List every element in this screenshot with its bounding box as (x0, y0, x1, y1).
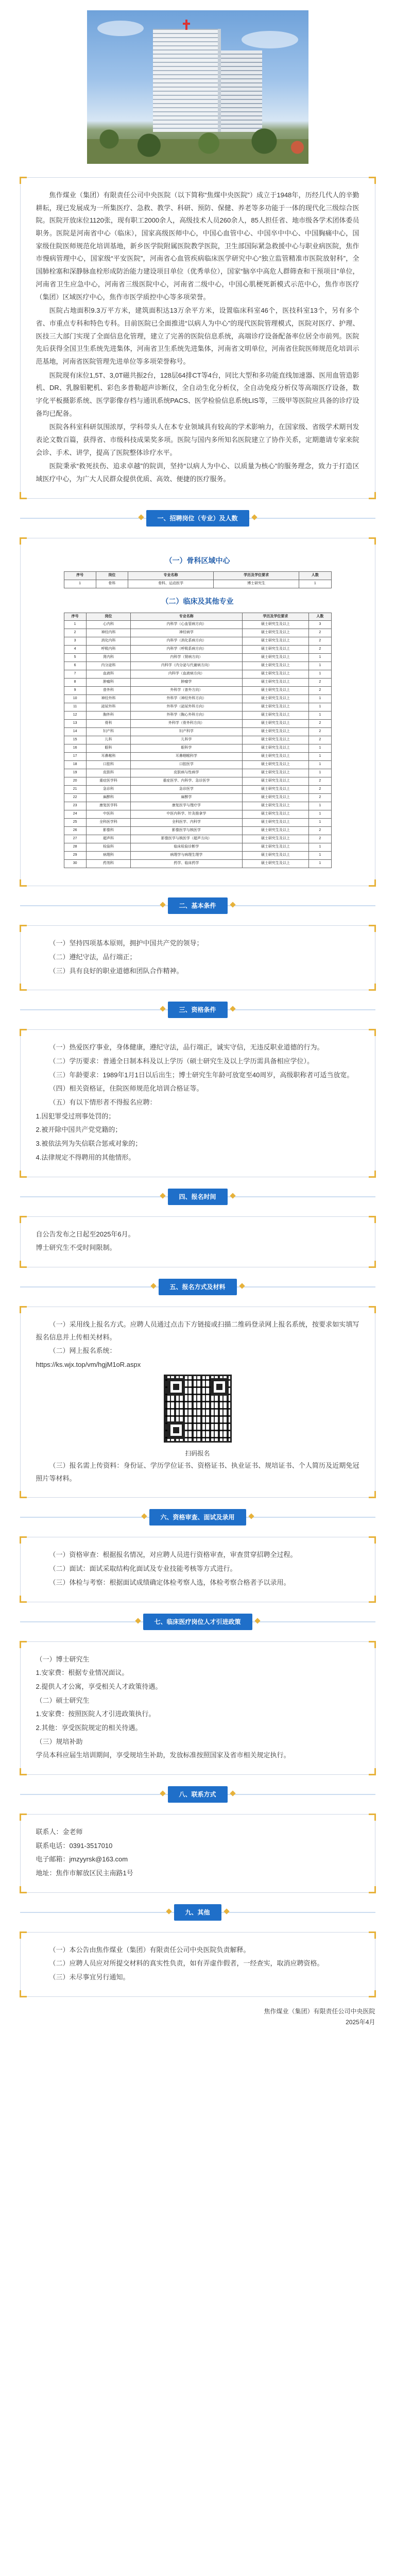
table-cell: 3 (309, 621, 331, 629)
table-cell: 内科学（心血管病方向） (131, 621, 242, 629)
qual-item: （二）学历要求：普通全日制本科及以上学历（硕士研究生及以上学历需具备相应学位）。 (49, 1057, 314, 1065)
table-cell: 骨科、运动医学 (128, 580, 214, 588)
qual-item: （一）热爱医疗事业，身体健康，遵纪守法，品行端正，诚实守信，无违反职业道德的行为。 (49, 1043, 324, 1052)
table-cell: 康复医学与理疗学 (131, 802, 242, 810)
section-heading: 一、招聘岗位（专业）及人数 (20, 508, 375, 529)
table-row (64, 769, 331, 777)
intro-paragraph: 医院秉承“救死扶伤、追求卓越”的院训，坚持“以病人为中心、以质量为核心”的服务理念，致力于打造区域医疗中心，为广大人民群众提供优质、高效、便捷的医疗服务。 (36, 462, 359, 483)
basic-item: （三）具有良好的职业道德和团队合作精神。 (49, 967, 183, 975)
table-cell: 硕士研究生及以上 (242, 695, 309, 703)
table-row (64, 827, 331, 835)
table-cell: 硕士研究生及以上 (242, 637, 309, 646)
table-cell: 1 (309, 819, 331, 827)
table-cell: 中医科 (86, 810, 131, 819)
table-cell: 硕士研究生及以上 (242, 728, 309, 736)
basic-box (20, 925, 375, 990)
table-cell: 硕士研究生及以上 (242, 736, 309, 744)
table-cell: 1 (309, 654, 331, 662)
table-cell: 内科学（消化系病方向） (131, 637, 242, 646)
table-cell: 急诊医学 (131, 786, 242, 794)
section-heading: 三、资格条件 (20, 999, 375, 1020)
table-row (64, 679, 331, 687)
table-cell: 中医内科学、针灸推拿学 (131, 810, 242, 819)
table-cell: 内科学（肾病方向） (131, 654, 242, 662)
table-row (64, 860, 331, 868)
table-cell: 儿科 (86, 736, 131, 744)
contact-phone[interactable]: 联系电话：0391-3517010 (36, 1841, 113, 1850)
talent-item: 1.安家费：按照医院人才引进政策执行。 (36, 1710, 156, 1718)
table-cell: 8 (64, 679, 86, 687)
table-cell: 病理学与病理生理学 (131, 852, 242, 860)
table-cell: 1 (309, 860, 331, 868)
other-box (20, 1932, 375, 1997)
table-row (64, 736, 331, 744)
table-cell: 硕士研究生及以上 (242, 761, 309, 769)
footer (20, 2006, 375, 2028)
table2-title: （二）临床及其他专业 (161, 597, 234, 605)
intro-paragraph: 医院现有床位1,5T、3,0T磁共振2台，128层64排CT等4台，同比大型和多功能直线加速器、医用血管造影机、DR、乳腺钼靶机、彩色多普勒超声诊断仪，全自动生化分析仪，全自动免疫分析仪等高端医疗设备，数字化平板摄影系统、医学影像存档与通讯系统PACS、医学检验信息系统LIS等，三级甲等医院应具备的诊疗设备均已配备。 (36, 371, 359, 417)
footer-org: 焦作煤业（集团）有限责任公司中央医院 (264, 2007, 375, 2015)
table-cell: 2 (309, 646, 331, 654)
table-row (64, 843, 331, 852)
table-cell: 2 (309, 777, 331, 786)
table-cell: 硕士研究生及以上 (242, 670, 309, 679)
table-cell: 硕士研究生及以上 (242, 794, 309, 802)
table-cell: 1 (299, 580, 331, 588)
table-cell: 硕士研究生及以上 (242, 720, 309, 728)
table-cell: 26 (64, 827, 86, 835)
method-item: （一）采用线上报名方式。应聘人员通过点击下方链接或扫描二维码登录网上报名系统，按要求如实填写报名信息并上传相关材料。 (36, 1320, 359, 1341)
hospital-photo (87, 10, 308, 164)
table-cell: 皮肤科 (86, 769, 131, 777)
table-cell: 24 (64, 810, 86, 819)
table-cell: 妇产科学 (131, 728, 242, 736)
table-cell: 麻醉学 (131, 794, 242, 802)
table-cell: 硕士研究生及以上 (242, 860, 309, 868)
table-row (64, 777, 331, 786)
table-cell: 外科学（骨外科方向） (131, 720, 242, 728)
table-cell: 19 (64, 769, 86, 777)
table-cell: 肿瘤科 (86, 679, 131, 687)
table-row (64, 646, 331, 654)
table-row (64, 703, 331, 711)
table-cell: 1 (309, 670, 331, 679)
table-cell: 3 (64, 637, 86, 646)
table-cell: 1 (309, 703, 331, 711)
table-cell: 硕士研究生及以上 (242, 654, 309, 662)
table-cell: 1 (309, 802, 331, 810)
table-cell: 硕士研究生及以上 (242, 835, 309, 843)
table-cell: 临床检验诊断学 (131, 843, 242, 852)
table-cell: 外科学（普外方向） (131, 687, 242, 695)
talent-item: 2.其他：享受医院规定的相关待遇。 (36, 1723, 142, 1732)
table-cell: 麻醉科 (86, 794, 131, 802)
intro-paragraph: 医院占地面积9.3万平方米，建筑面积达13万余平方米，设置临床科室46个，医技科室13个，另有多个省、市重点专科和特色专科。目前医院已全面推进“以病人为中心”的现代医院管理模式，医院对医疗、护理、医技三大部门实现了全面信息化管理，建立了完善的医院信息系统，高端诊疗设备配备率位居全市前列。医院先后获得全国卫生系统先进集体，河南省卫生系统先进集体，河南省文明单位，河南省住院医师规范化培训示范基地，河南省医院管理先进单位等多项荣誉称号。 (36, 307, 359, 365)
other-item: （一）本公告由焦作煤业（集团）有限责任公司中央医院负责解释。 (49, 1945, 250, 1954)
positions-table-2: 序号 岗位 专业名称 学历及学位要求 人数 1 心内科 内科学（心血管病方向） 硕士研究生及以上 3 2 神经内科 神经病学 硕士研究生及以上 2 3 消化内科 内科学（消化系病方向） 硕士研究生及以上 2 4 呼吸内科 内科学（呼吸系病方向） 硕士研究生及以上 2 5 肾内科 内科学（肾病方向） 硕士研究生及以上 1 6 内分泌科 内科学（内分泌与代谢病方向） 硕士研究生及以上 1 7 血液科 内科学（血液病方向） 硕士研究生及以上 1 8 肿瘤科 肿瘤学 硕士研究生及以上 2 9 普外科 外科学（普外方向） 硕士研究生及以上 2 10 神经外科 外科学（神经外科方向） 硕士研究生及以上 1 11 泌尿外科 外科学（泌尿外科方向） 硕士研究生及以上 1 12 胸外科 外科学（胸心外科方向） 硕士研究生及以上 1 13 骨科 外科学（骨外科方向） 硕士研究生及以上 2 14 妇产科 妇产科学 硕士研究生及以上 2 15 儿科 儿科学 硕士研究生及以上 2 16 眼科 眼科学 硕士研究生及以上 1 17 耳鼻喉科 耳鼻咽喉科学 硕士研究生及以上 1 18 口腔科 口腔医学 硕士研究生及以上 1 19 皮肤科 皮肤病与性病学 硕士研究生及以上 1 20 重症医学科 重症医学、内科学、急诊医学 硕士研究生及以上 2 21 急诊科 急诊医学 硕士研究生及以上 2 22 麻醉科 麻醉学 硕士研究生及以上 2 23 康复医学科 康复医学与理疗学 硕士研究生及以上 1 24 中医科 中医内科学、针灸推拿学 硕士研究生及以上 1 25 全科医学科 全科医学、内科学 硕士研究生及以上 1 26 影像科 影像医学与核医学 硕士研究生及以上 2 27 超声科 影像医学与核医学（超声方向） 硕士研究生及以上 2 28 检验科 临床检验诊断学 硕士研究生及以上 1 29 病理科 病理学与病理生理学 硕士研究生及以上 1 30 药剂科 药学、临床药学 硕士研究生及以上 1 (64, 613, 332, 869)
contact-email[interactable]: 电子邮箱：jmzyyrsk@163.com (36, 1855, 128, 1863)
table-cell: 口腔医学 (131, 761, 242, 769)
table-row (64, 711, 331, 720)
talent-box (20, 1641, 375, 1775)
table-row (64, 802, 331, 810)
table-cell: 25 (64, 819, 86, 827)
table-cell: 药剂科 (86, 860, 131, 868)
qual-item: （三）年龄要求：1989年1月1日以后出生；博士研究生年龄可放宽至40周岁，高级职称者可适当放宽。 (49, 1071, 354, 1079)
qual-item: （四）相关资格证，住院医师规范化培训合格证等。 (49, 1084, 203, 1093)
table-cell: 2 (309, 679, 331, 687)
table-cell: 20 (64, 777, 86, 786)
section-heading: 八、联系方式 (20, 1784, 375, 1805)
table-cell: 外科学（泌尿外科方向） (131, 703, 242, 711)
table-cell: 肾内科 (86, 654, 131, 662)
table-cell: 博士研究生 (214, 580, 299, 588)
review-item: （二）面试：面试采取结构化面试及专业技能考核等方式进行。 (49, 1565, 237, 1573)
table-row (64, 810, 331, 819)
table-row (64, 728, 331, 736)
other-item: （二）应聘人员应对所提交材料的真实性负责，如有弄虚作假者，一经查实，取消应聘资格。 (49, 1959, 324, 1968)
table-cell: 硕士研究生及以上 (242, 744, 309, 753)
review-item: （三）体检与考察：根据面试成绩确定体检考察人选，体检考察合格者予以录用。 (49, 1578, 290, 1586)
contact-address: 地址：焦作市解放区民主南路1号 (36, 1869, 133, 1877)
signup-time-text: 自公告发布之日起至2025年6月。 (36, 1230, 135, 1238)
table-cell: 23 (64, 802, 86, 810)
table-cell: 影像科 (86, 827, 131, 835)
table-cell: 硕士研究生及以上 (242, 687, 309, 695)
table-row (64, 654, 331, 662)
intro-paragraph: 医院各科室科研氛围浓厚，学科带头人在本专业领域具有较高的学术影响力，在国家级、省级学术期刊发表论文数百篇，获得省、市级科技成果奖多项。医院与国内多所知名医院建立了协作关系，定期邀请专家来院会诊、手术、讲学，提高了医院整体诊疗水平。 (36, 423, 359, 456)
table-cell: 18 (64, 761, 86, 769)
table-cell: 耳鼻喉科 (86, 753, 131, 761)
signup-time-box (20, 1216, 375, 1267)
table-row (64, 786, 331, 794)
table-cell: 硕士研究生及以上 (242, 621, 309, 629)
table-cell: 2 (64, 629, 86, 637)
method-box (20, 1307, 375, 1498)
section-heading: 七、临床医疗岗位人才引进政策 (20, 1612, 375, 1632)
table-cell: 普外科 (86, 687, 131, 695)
talent-item: （一）博士研究生 (36, 1655, 90, 1663)
table-row (64, 687, 331, 695)
table-row (64, 621, 331, 629)
table-cell: 硕士研究生及以上 (242, 646, 309, 654)
table-row (64, 753, 331, 761)
table-row (64, 670, 331, 679)
table-cell: 外科学（胸心外科方向） (131, 711, 242, 720)
table-cell: 1 (309, 753, 331, 761)
table-cell: 21 (64, 786, 86, 794)
table-row (64, 662, 331, 670)
table-cell: 硕士研究生及以上 (242, 786, 309, 794)
table-cell: 6 (64, 662, 86, 670)
talent-item: 1.安家费：根据专业情况面议。 (36, 1669, 129, 1677)
table-cell: 骨科 (86, 720, 131, 728)
table-cell: 血液科 (86, 670, 131, 679)
qual-item: （五）有以下情形者不得报名应聘： (49, 1098, 157, 1107)
table-cell: 9 (64, 687, 86, 695)
table-cell: 眼科学 (131, 744, 242, 753)
table-cell: 2 (309, 786, 331, 794)
table-cell: 硕士研究生及以上 (242, 827, 309, 835)
qual-item: 1.因犯罪受过刑事处罚的； (36, 1112, 115, 1120)
table-cell: 耳鼻咽喉科学 (131, 753, 242, 761)
table-cell: 1 (309, 711, 331, 720)
qr-caption: 扫码报名 (185, 1450, 210, 1458)
table-cell: 硕士研究生及以上 (242, 769, 309, 777)
section-heading: 五、报名方式及材料 (20, 1277, 375, 1297)
table-cell: 内科学（血液病方向） (131, 670, 242, 679)
table-cell: 29 (64, 852, 86, 860)
method-item: （二）网上报名系统： (49, 1347, 116, 1355)
table-row (64, 835, 331, 843)
table-cell: 硕士研究生及以上 (242, 802, 309, 810)
table-cell: 12 (64, 711, 86, 720)
table-cell: 超声科 (86, 835, 131, 843)
other-item: （三）未尽事宜另行通知。 (49, 1973, 130, 1981)
table-cell: 全科医学科 (86, 819, 131, 827)
table-cell: 心内科 (86, 621, 131, 629)
table-cell: 11 (64, 703, 86, 711)
red-cross-icon (183, 20, 190, 30)
table-cell: 硕士研究生及以上 (242, 711, 309, 720)
table-cell: 硕士研究生及以上 (242, 843, 309, 852)
table-cell: 2 (309, 827, 331, 835)
table-cell: 消化内科 (86, 637, 131, 646)
qr-code[interactable] (164, 1375, 232, 1443)
table-cell: 14 (64, 728, 86, 736)
table-row (64, 580, 331, 588)
page (0, 10, 395, 2039)
table-cell: 15 (64, 736, 86, 744)
table-cell: 1 (309, 761, 331, 769)
table-cell: 重症医学、内科学、急诊医学 (131, 777, 242, 786)
table-cell: 硕士研究生及以上 (242, 703, 309, 711)
table-cell: 2 (309, 687, 331, 695)
section-heading: 二、基本条件 (20, 895, 375, 916)
table-cell: 急诊科 (86, 786, 131, 794)
table-cell: 全科医学、内科学 (131, 819, 242, 827)
table-cell: 硕士研究生及以上 (242, 810, 309, 819)
review-box (20, 1537, 375, 1602)
table-cell: 内分泌科 (86, 662, 131, 670)
table-cell: 1 (64, 621, 86, 629)
table-cell: 2 (309, 794, 331, 802)
table-cell: 内科学（内分泌与代谢病方向） (131, 662, 242, 670)
table-cell: 儿科学 (131, 736, 242, 744)
review-item: （一）资格审查：根据报名情况，对应聘人员进行资格审查，审查贯穿招聘全过程。 (49, 1551, 297, 1559)
table-row (64, 819, 331, 827)
table-cell: 硕士研究生及以上 (242, 753, 309, 761)
table-cell: 外科学（神经外科方向） (131, 695, 242, 703)
qual-item: 2.被开除中国共产党党籍的； (36, 1126, 122, 1134)
table-cell: 2 (309, 629, 331, 637)
table-cell: 13 (64, 720, 86, 728)
basic-item: （二）遵纪守法，品行端正； (49, 953, 136, 961)
section-heading: 六、资格审查、面试及录用 (20, 1507, 375, 1528)
table-cell: 硕士研究生及以上 (242, 629, 309, 637)
table-cell: 病理科 (86, 852, 131, 860)
intro-paragraph: 焦作煤业（集团）有限责任公司中央医院（以下简称“焦煤中央医院”）成立于1948年，历经几代人的辛勤耕耘，现已发展成为一所集医疗、急救、教学、科研、预防、保健、养老等多功能于一体的现代化三级综合医院。医院开放床位1120张，现有职工2000余人，高级技术人员260余人，85人担任省、地市级各学术团体委员职务。医院是河南省中心（临床），国家高级医师中心，中国心血管中心、中国卒中中心、中国胸痛中心，国家级住院医师规范化培训基地，新乡医学院附属医院教学医院，卫生部国际紧急救援中心与职业病医院，焦作市慢病管理中心，国家级“平安医院”，河南省心血管疾病临床医学研究中心“独立监管精准市医院放射科”，全国肺栓塞和深静脉血栓形成防治能力建设项目单位（优秀单位），国家“脑卒中高危人群筛查和干预项目”单位，河南省卫生应急中心，河南省三级医院中心，河南省二级中心，中国心肌梗死新模式示范中心，焦作市医疗（集团）区域医疗中心，焦作市医学质控中心等多项荣誉。 (36, 191, 359, 301)
table-cell: 内科学（呼吸系病方向） (131, 646, 242, 654)
table-cell: 骨科 (96, 580, 128, 588)
contact-person: 联系人：金老师 (36, 1828, 83, 1836)
table-cell: 30 (64, 860, 86, 868)
table-cell: 神经病学 (131, 629, 242, 637)
table-cell: 泌尿外科 (86, 703, 131, 711)
table-row (64, 744, 331, 753)
qualification-box (20, 1029, 375, 1177)
table-cell: 1 (309, 662, 331, 670)
positions-table-1: 序号 岗位 专业名称 学历及学位要求 人数 1 骨科 骨科、运动医学 博士研究生 1 (64, 571, 332, 588)
table-cell: 影像医学与核医学 (131, 827, 242, 835)
table-cell: 1 (309, 852, 331, 860)
table-cell: 1 (309, 810, 331, 819)
section-heading: 四、报名时间 (20, 1187, 375, 1207)
table-cell: 10 (64, 695, 86, 703)
table-cell: 2 (309, 720, 331, 728)
table-cell: 神经内科 (86, 629, 131, 637)
table-row (64, 852, 331, 860)
table-cell: 眼科 (86, 744, 131, 753)
table-cell: 1 (309, 744, 331, 753)
method-item: （三）报名需上传资料：身份证、学历学位证书、资格证书、执业证书、规培证书、个人简历及近期免冠照片等材料。 (36, 1462, 359, 1482)
table-cell: 口腔科 (86, 761, 131, 769)
table-cell: 硕士研究生及以上 (242, 777, 309, 786)
table-cell: 皮肤病与性病学 (131, 769, 242, 777)
table-cell: 5 (64, 654, 86, 662)
contact-box (20, 1814, 375, 1893)
table-cell: 检验科 (86, 843, 131, 852)
positions-box (20, 538, 375, 886)
table-cell: 硕士研究生及以上 (242, 662, 309, 670)
table-cell: 重症医学科 (86, 777, 131, 786)
table-cell: 2 (309, 736, 331, 744)
signup-link[interactable]: https://ks.wjx.top/vm/hgjM1oR.aspx (36, 1360, 141, 1368)
talent-item: （三）规培补助 (36, 1737, 83, 1745)
qual-item: 3.被依法列为失信联合惩戒对象的； (36, 1140, 142, 1148)
table-cell: 硕士研究生及以上 (242, 819, 309, 827)
table1-title: （一）骨科区域中心 (165, 556, 230, 565)
table-cell: 28 (64, 843, 86, 852)
table-cell: 妇产科 (86, 728, 131, 736)
table-cell: 1 (309, 769, 331, 777)
table-cell: 呼吸内科 (86, 646, 131, 654)
talent-item: （二）硕士研究生 (36, 1696, 90, 1704)
table-row (64, 720, 331, 728)
table-cell: 康复医学科 (86, 802, 131, 810)
section-heading: 九、其他 (20, 1902, 375, 1923)
table-row (64, 794, 331, 802)
table-cell: 4 (64, 646, 86, 654)
table-cell: 胸外科 (86, 711, 131, 720)
table-cell: 2 (309, 728, 331, 736)
footer-date: 2025年4月 (346, 2019, 375, 2026)
table-cell: 7 (64, 670, 86, 679)
table-cell: 肿瘤学 (131, 679, 242, 687)
table-cell: 1 (309, 695, 331, 703)
table-cell: 硕士研究生及以上 (242, 679, 309, 687)
table-row (64, 637, 331, 646)
talent-item: 学员本科应届生培训期间，享受规培生补助，发放标准按照国家及省市相关规定执行。 (36, 1751, 290, 1759)
table-cell: 17 (64, 753, 86, 761)
table-cell: 22 (64, 794, 86, 802)
table-cell: 药学、临床药学 (131, 860, 242, 868)
table-row (64, 695, 331, 703)
table-cell: 影像医学与核医学（超声方向） (131, 835, 242, 843)
table-cell: 神经外科 (86, 695, 131, 703)
table-row (64, 629, 331, 637)
table-cell: 2 (309, 835, 331, 843)
table-cell: 硕士研究生及以上 (242, 852, 309, 860)
qual-item: 4.法律规定不得聘用的其他情形。 (36, 1153, 135, 1161)
table-cell: 2 (309, 637, 331, 646)
intro-box (20, 177, 375, 499)
table-cell: 16 (64, 744, 86, 753)
table-cell: 1 (64, 580, 96, 588)
signup-time-text: 博士研究生不受时间限制。 (36, 1244, 116, 1252)
basic-item: （一）坚持四项基本原则，拥护中国共产党的领导； (49, 939, 203, 947)
table-cell: 27 (64, 835, 86, 843)
talent-item: 2.提供人才公寓，享受相关人才政策待遇。 (36, 1682, 162, 1690)
table-row (64, 761, 331, 769)
table-cell: 1 (309, 843, 331, 852)
